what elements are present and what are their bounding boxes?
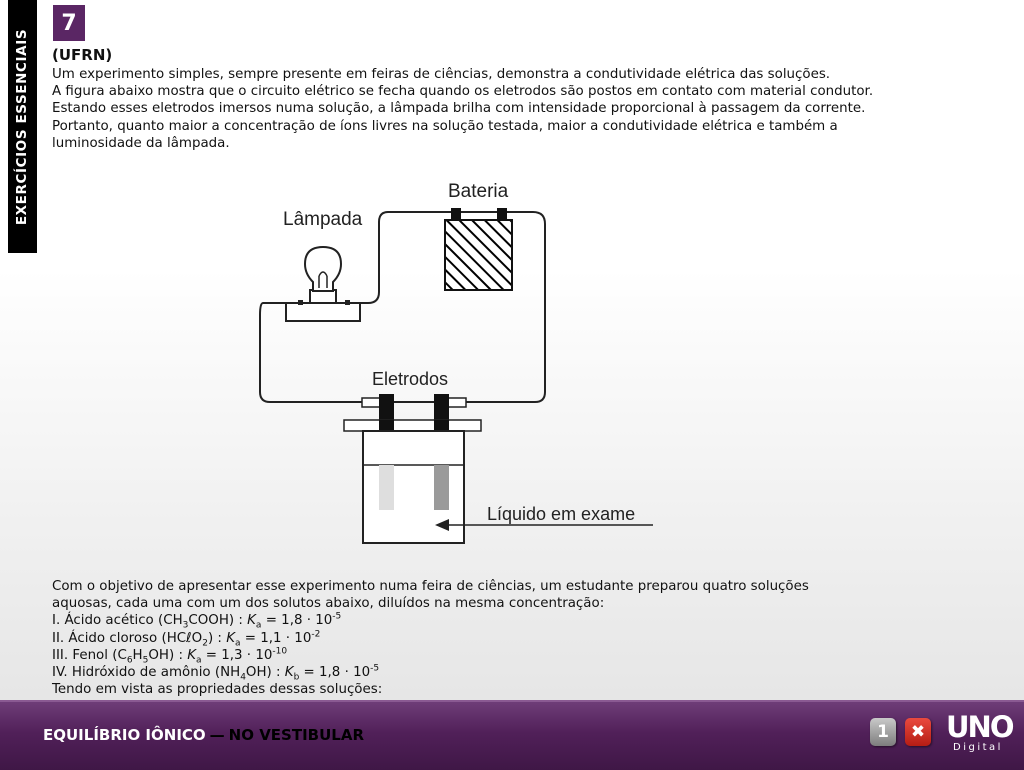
- slide-one-button[interactable]: 1: [870, 718, 896, 746]
- battery-body: [445, 220, 512, 290]
- battery-terminal-right: [497, 208, 507, 220]
- lamp-label: Lâmpada: [283, 209, 363, 230]
- lamp: [286, 247, 360, 321]
- intro-line: Um experimento simples, sempre presente em feiras de ciências, demonstra a condutividade elétrica das soluções.: [52, 67, 831, 82]
- intro-line: Estando esses eletrodos imersos numa solução, a lâmpada brilha com intensidade proporcional à passagem da corrente.: [52, 101, 866, 117]
- footer-topic: EQUILÍBRIO IÔNICO: [43, 726, 206, 744]
- beaker-lid: [344, 420, 481, 431]
- liquid-label: Líquido em exame: [487, 504, 636, 524]
- solute-item-3: III. Fenol $(C_6H_5OH)$ : $K_a = 1,3 \cdot 10^{-10}$: [52, 646, 288, 666]
- closing-line: Tendo em vista as propriedades dessas soluções:: [52, 682, 383, 698]
- battery-terminal-left: [451, 208, 461, 220]
- question-source: (UFRN): [52, 46, 113, 64]
- battery: [445, 208, 512, 290]
- side-tab-label: EXERCÍCIOS ESSENCIAIS: [14, 28, 31, 225]
- context-line: Com o objetivo de apresentar esse experimento numa feira de ciências, um estudante preparou quatro soluções: [52, 579, 809, 594]
- footer-bar: [0, 700, 1024, 770]
- intro-line: luminosidade da lâmpada.: [52, 135, 230, 151]
- solute-item-2: II. Ácido cloroso (HCℓO$_2$) : $K_a = 1,1 \cdot 10^{-2}$: [52, 629, 321, 649]
- solute-item-1: I. Ácido acético $(CH_3COOH)$ : $K_a = 1,8 \cdot 10^{-5}$: [52, 611, 342, 632]
- question-intro: [52, 66, 1012, 152]
- side-tab: [8, 0, 37, 253]
- footer-subtitle: NO VESTIBULAR: [228, 726, 365, 744]
- close-button[interactable]: ✖: [905, 718, 931, 746]
- footer-title: [43, 726, 364, 744]
- solute-item-4: IV. Hidróxido de amônio $(NH_4OH)$ : $K_b = 1,8 \cdot 10^{-5}$: [52, 663, 380, 683]
- footer-dash: —: [209, 726, 225, 744]
- logo-subtitle: Digital: [953, 742, 1003, 753]
- intro-line: A figura abaixo mostra que o circuito elétrico se fecha quando os eletrodos são postos em contato com material condutor.: [52, 84, 874, 100]
- battery-label: Bateria: [448, 181, 509, 202]
- intro-line: Portanto, quanto maior a concentração de íons livres na solução testada, maior a condutividade elétrica e também a: [52, 118, 838, 134]
- lamp-bulb: [305, 247, 341, 291]
- electrodes-label: Eletrodos: [372, 369, 449, 389]
- context-line: aquosas, cada uma com um dos solutos abaixo, diluídos na mesma concentração:: [52, 596, 605, 612]
- question-number-badge: 7: [53, 5, 85, 41]
- lamp-base: [286, 303, 360, 321]
- logo-wordmark: UNO: [946, 710, 1013, 744]
- uno-digital-logo: [946, 710, 1013, 754]
- question-continuation: [52, 578, 1012, 698]
- conductivity-circuit-diagram: [255, 170, 665, 550]
